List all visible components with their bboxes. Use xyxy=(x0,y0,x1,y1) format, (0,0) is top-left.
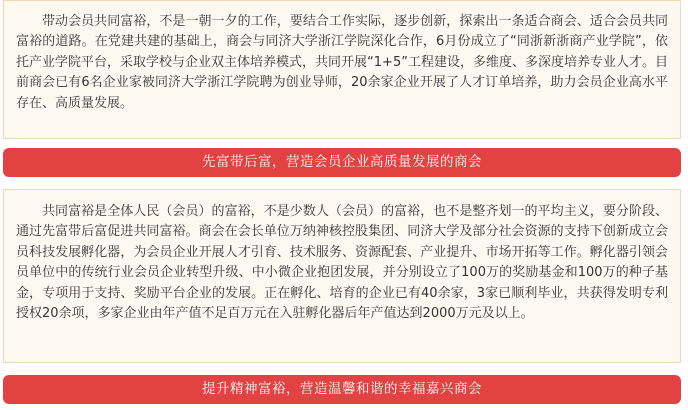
section-heading-banner: 先富带后富，营造会员企业高质量发展的商会 xyxy=(3,148,681,177)
text-card xyxy=(3,189,681,363)
body-paragraph: 共同富裕是全体人民（会员）的富裕，不是少数人（会员）的富裕，也不是整齐划一的平均主义，要分阶段、通过先富带后富促进共同富裕。商会在会长单位万纳神核控股集团、同济大学及部分社会资源的支持下创新成立会员科技发展孵化器，为会员企业开展人才引育、技术服务、资源配套、产业提升、市场开拓等工作。孵化器引领会员单位中的传统行业会员企业转型升级、中小微企业抱团发展，并分别设立了100万的奖励基金和100万的种子基金，专项用于支持、奖励平台企业的发展。正在孵化、培育的企业已有40余家，3家已顺利毕业，共获得发明专利授权20余项，多家企业由年产值不足百万元在入驻孵化器后年产值达到2000万元及以上。 xyxy=(16,204,668,322)
text-card xyxy=(3,0,681,139)
section-heading-banner: 提升精神富裕，营造温馨和谐的幸福嘉兴商会 xyxy=(3,375,681,404)
body-paragraph: 带动会员共同富裕，不是一朝一夕的工作，要结合工作实际，逐步创新，探索出一条适合商会、适合会员共同富裕的道路。在党建共建的基础上，商会与同济大学浙江学院深化合作，6月份成立了“同浙新浙商产业学院”，依托产业学院平台，采取学校与企业双主体培养模式，共同开展“1+5”工程建设，多维度、多深度培养专业人才。目前商会已有6名企业家被同济大学浙江学院聘为创业导师，20余家企业开展了人才订单培养，助力会员企业高水平存在、高质量发展。 xyxy=(16,14,668,111)
